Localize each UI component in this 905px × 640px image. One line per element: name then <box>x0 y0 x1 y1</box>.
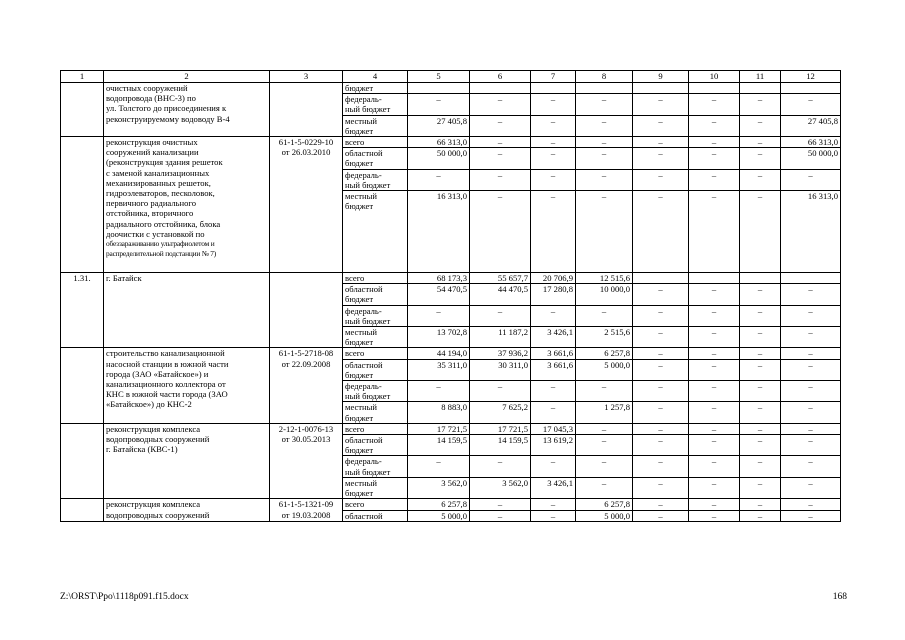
row-number <box>61 83 104 137</box>
cell-dash: – <box>470 499 531 510</box>
cell-dash: – <box>781 510 841 521</box>
cell-value: 50 000,0 <box>408 148 470 169</box>
object-description <box>104 137 270 273</box>
project-code <box>270 499 343 521</box>
budget-line: ный бюджет <box>345 466 391 477</box>
col-header: 1 <box>61 71 104 83</box>
table-row <box>61 83 841 94</box>
cell-dash: – <box>633 169 689 190</box>
col-header: 11 <box>740 71 781 83</box>
budget-line: местный <box>345 327 378 338</box>
cell-dash: – <box>408 94 470 115</box>
cell-value: 13 619,2 <box>531 435 576 456</box>
cell-dash: – <box>781 477 841 498</box>
object-description <box>104 499 270 521</box>
cell-dash: – <box>689 191 740 273</box>
cell-value: 6 257,8 <box>576 499 633 510</box>
cell-dash: – <box>689 94 740 115</box>
cell-value: 17 280,8 <box>531 284 576 305</box>
code-line: от 26.03.2010 <box>281 147 331 158</box>
budget-source <box>343 305 408 326</box>
cell-dash: – <box>740 402 781 423</box>
object-description <box>104 423 270 498</box>
cell-value: 44 194,0 <box>408 348 470 359</box>
cell-dash: – <box>689 477 740 498</box>
budget-source: всего <box>343 348 408 359</box>
cell-dash: – <box>633 510 689 521</box>
budget-source <box>343 359 408 380</box>
cell-dash: – <box>740 510 781 521</box>
cell-dash: – <box>576 169 633 190</box>
cell-dash: – <box>689 327 740 348</box>
col-header: 8 <box>576 71 633 83</box>
cell-dash: – <box>633 115 689 136</box>
cell-dash: – <box>740 359 781 380</box>
cell-empty <box>781 83 841 94</box>
cell-empty <box>689 83 740 94</box>
cell-dash: – <box>689 115 740 136</box>
col-header: 4 <box>343 71 408 83</box>
budget-line: ный бюджет <box>345 391 391 402</box>
budget-source <box>343 327 408 348</box>
cell-dash: – <box>740 115 781 136</box>
budget-source <box>343 284 408 305</box>
cell-dash: – <box>470 305 531 326</box>
cell-dash: – <box>740 305 781 326</box>
col-header: 9 <box>633 71 689 83</box>
budget-line: местный <box>345 191 378 202</box>
cell-value: 27 405,8 <box>781 115 841 136</box>
cell-dash: – <box>689 435 740 456</box>
cell-dash: – <box>689 359 740 380</box>
cell-dash: – <box>576 423 633 434</box>
project-code <box>270 137 343 273</box>
budget-line: бюджет <box>345 125 374 136</box>
budget-source: всего <box>343 273 408 284</box>
description-line: очистных сооружений <box>106 83 188 93</box>
cell-dash: – <box>689 284 740 305</box>
cell-dash: – <box>781 423 841 434</box>
description-line: «Батайское») до КНС-2 <box>106 399 192 410</box>
budget-source <box>343 381 408 402</box>
object-description <box>104 348 270 423</box>
cell-dash: – <box>531 381 576 402</box>
col-header: 10 <box>689 71 740 83</box>
description-line: радиального отстойника, блока <box>106 218 221 229</box>
budget-source <box>343 477 408 498</box>
cell-dash: – <box>740 137 781 148</box>
budget-source: всего <box>343 499 408 510</box>
cell-dash: – <box>633 402 689 423</box>
cell-dash: – <box>408 456 470 477</box>
cell-value: 14 159,5 <box>470 435 531 456</box>
cell-dash: – <box>689 510 740 521</box>
cell-dash: – <box>689 423 740 434</box>
budget-source <box>343 191 408 273</box>
description-line: строительство канализационной <box>106 348 225 359</box>
col-header: 5 <box>408 71 470 83</box>
description-line: водопроводных сооружений <box>106 509 210 520</box>
cell-value: 7 625,2 <box>470 402 531 423</box>
description-line: механизированных решеток, <box>106 177 211 188</box>
cell-dash: – <box>689 499 740 510</box>
budget-line: бюджет <box>345 445 374 456</box>
description-line: первичного радиального <box>106 198 197 209</box>
table-row <box>61 137 841 148</box>
description-line: обеззараживанию ультрафиолетом и <box>106 239 215 249</box>
cell-dash: – <box>781 348 841 359</box>
cell-dash: – <box>781 94 841 115</box>
cell-dash: – <box>576 456 633 477</box>
cell-dash: – <box>531 456 576 477</box>
cell-value: 8 883,0 <box>408 402 470 423</box>
cell-dash: – <box>531 148 576 169</box>
cell-value: 17 045,3 <box>531 423 576 434</box>
cell-value: 3 562,0 <box>470 477 531 498</box>
description-line: отстойника, вторичного <box>106 208 194 219</box>
description-line: г. Батайска (КВС-1) <box>106 444 178 455</box>
cell-dash: – <box>470 94 531 115</box>
cell-dash: – <box>633 137 689 148</box>
cell-dash: – <box>740 381 781 402</box>
cell-value: 14 159,5 <box>408 435 470 456</box>
budget-source: бюджет <box>343 83 408 94</box>
budget-source <box>343 402 408 423</box>
cell-dash: – <box>740 327 781 348</box>
cell-value: 30 311,0 <box>470 359 531 380</box>
cell-dash: – <box>633 305 689 326</box>
budget-line: бюджет <box>345 412 374 423</box>
table-row <box>61 499 841 510</box>
cell-dash: – <box>633 327 689 348</box>
cell-value: 17 721,5 <box>408 423 470 434</box>
cell-value: 2 515,6 <box>576 327 633 348</box>
cell-dash: – <box>531 402 576 423</box>
cell-value: 68 173,3 <box>408 273 470 284</box>
cell-dash: – <box>470 169 531 190</box>
description-line: водопровода (ВНС-3) по <box>106 93 196 104</box>
cell-dash: – <box>781 402 841 423</box>
col-header: 7 <box>531 71 576 83</box>
cell-value: 3 426,1 <box>531 327 576 348</box>
cell-dash: – <box>576 435 633 456</box>
budget-source: областной <box>343 510 408 521</box>
cell-dash: – <box>633 423 689 434</box>
budget-line: федераль- <box>345 305 382 316</box>
project-code <box>270 273 343 348</box>
cell-dash: – <box>576 148 633 169</box>
cell-dash: – <box>689 169 740 190</box>
project-code <box>270 83 343 137</box>
cell-empty <box>633 273 689 284</box>
budget-line: федераль- <box>345 456 382 467</box>
col-header: 12 <box>781 71 841 83</box>
cell-value: 13 702,8 <box>408 327 470 348</box>
cell-dash: – <box>740 284 781 305</box>
cell-value: 5 000,0 <box>576 510 633 521</box>
cell-value: 27 405,8 <box>408 115 470 136</box>
description-line: реконструкция комплекса <box>106 499 201 510</box>
cell-dash: – <box>633 359 689 380</box>
table-row <box>61 348 841 359</box>
cell-dash: – <box>740 477 781 498</box>
row-number <box>61 499 104 521</box>
cell-dash: – <box>781 327 841 348</box>
cell-dash: – <box>531 115 576 136</box>
cell-empty <box>689 273 740 284</box>
project-code <box>270 348 343 423</box>
cell-dash: – <box>781 435 841 456</box>
cell-dash: – <box>531 94 576 115</box>
budget-line: областной <box>345 359 383 370</box>
cell-dash: – <box>576 191 633 273</box>
budget-line: местный <box>345 402 378 413</box>
cell-dash: – <box>740 148 781 169</box>
cell-dash: – <box>408 305 470 326</box>
description-line: города (ЗАО «Батайское») и <box>106 368 209 379</box>
budget-line: областной <box>345 284 383 295</box>
cell-dash: – <box>740 423 781 434</box>
cell-dash: – <box>531 169 576 190</box>
cell-dash: – <box>781 359 841 380</box>
cell-dash: – <box>576 305 633 326</box>
code-line: от 22.09.2008 <box>281 358 331 369</box>
cell-dash: – <box>633 499 689 510</box>
cell-dash: – <box>531 499 576 510</box>
cell-dash: – <box>689 348 740 359</box>
header-row <box>61 71 841 83</box>
cell-value: 1 257,8 <box>576 402 633 423</box>
col-header: 2 <box>104 71 270 83</box>
cell-dash: – <box>576 381 633 402</box>
code-line: от 19.03.2008 <box>281 509 331 520</box>
code-line: 61-1-5-2718-08 <box>278 348 334 359</box>
cell-dash: – <box>740 435 781 456</box>
cell-dash: – <box>633 381 689 402</box>
cell-dash: – <box>633 477 689 498</box>
cell-value: 35 311,0 <box>408 359 470 380</box>
description-line: (реконструкция здания решеток <box>106 157 223 168</box>
budget-line: ный бюджет <box>345 179 391 190</box>
cell-value: 20 706,9 <box>531 273 576 284</box>
cell-dash: – <box>689 402 740 423</box>
cell-value: 16 313,0 <box>781 191 841 273</box>
cell-dash: – <box>531 137 576 148</box>
object-description <box>104 83 270 137</box>
cell-dash: – <box>781 284 841 305</box>
cell-value: 44 470,5 <box>470 284 531 305</box>
code-line: от 30.05.2013 <box>281 434 331 445</box>
budget-source <box>343 456 408 477</box>
cell-value: 17 721,5 <box>470 423 531 434</box>
budget-line: бюджет <box>345 369 374 380</box>
cell-dash: – <box>408 381 470 402</box>
cell-dash: – <box>689 456 740 477</box>
description-line: канализационного коллектора от <box>106 379 226 390</box>
description-line: насосной станции в южной части <box>106 358 229 369</box>
col-header: 6 <box>470 71 531 83</box>
cell-value: 6 257,8 <box>408 499 470 510</box>
cell-dash: – <box>531 510 576 521</box>
cell-value: 66 313,0 <box>781 137 841 148</box>
cell-dash: – <box>689 305 740 326</box>
row-number <box>61 423 104 498</box>
cell-dash: – <box>576 137 633 148</box>
cell-dash: – <box>740 348 781 359</box>
cell-dash: – <box>633 94 689 115</box>
cell-empty <box>576 83 633 94</box>
budget-line: ный бюджет <box>345 315 391 326</box>
cell-dash: – <box>576 94 633 115</box>
cell-empty <box>740 273 781 284</box>
col-header: 3 <box>270 71 343 83</box>
description-line: КНС в южной части города (ЗАО <box>106 389 228 400</box>
description-line: сооружений канализации <box>106 147 199 158</box>
cell-empty <box>531 83 576 94</box>
description-line: ул. Толстого до присоединения к <box>106 103 227 114</box>
cell-value: 37 936,2 <box>470 348 531 359</box>
description-line: распределительной подстанции № 7) <box>106 249 216 259</box>
cell-empty <box>633 83 689 94</box>
budget-line: бюджет <box>345 337 374 348</box>
code-line: 61-1-5-0229-10 <box>278 137 334 148</box>
cell-dash: – <box>633 435 689 456</box>
budget-source <box>343 169 408 190</box>
budget-source <box>343 148 408 169</box>
cell-dash: – <box>781 305 841 326</box>
code-line: 2-12-1-0076-13 <box>278 423 334 434</box>
cell-empty <box>740 83 781 94</box>
cell-dash: – <box>740 94 781 115</box>
cell-dash: – <box>633 148 689 169</box>
budget-line: бюджет <box>345 158 374 169</box>
cell-dash: – <box>740 191 781 273</box>
cell-dash: – <box>689 148 740 169</box>
cell-dash: – <box>633 348 689 359</box>
description-line: реконструируемому водоводу В-4 <box>106 113 230 124</box>
cell-dash: – <box>781 456 841 477</box>
budget-line: ный бюджет <box>345 104 391 115</box>
cell-dash: – <box>781 381 841 402</box>
budget-line: областной <box>345 148 383 159</box>
cell-value: 66 313,0 <box>408 137 470 148</box>
cell-dash: – <box>470 191 531 273</box>
cell-dash: – <box>740 456 781 477</box>
budget-line: местный <box>345 477 378 488</box>
budget-line: федераль- <box>345 381 382 392</box>
budget-source <box>343 435 408 456</box>
cell-empty <box>781 273 841 284</box>
cell-dash: – <box>470 381 531 402</box>
cell-dash: – <box>531 305 576 326</box>
object-description: г. Батайск <box>104 273 270 348</box>
description-line: доочистки с установкой по <box>106 228 205 239</box>
cell-value: 3 562,0 <box>408 477 470 498</box>
cell-value: 50 000,0 <box>781 148 841 169</box>
cell-dash: – <box>576 477 633 498</box>
cell-dash: – <box>470 456 531 477</box>
table-row <box>61 273 841 284</box>
cell-value: 6 257,8 <box>576 348 633 359</box>
cell-dash: – <box>531 191 576 273</box>
cell-value: 5 000,0 <box>408 510 470 521</box>
cell-dash: – <box>740 499 781 510</box>
budget-source: всего <box>343 137 408 148</box>
cell-empty <box>470 83 531 94</box>
cell-dash: – <box>689 381 740 402</box>
budget-source <box>343 115 408 136</box>
row-number: 1.31. <box>61 273 104 348</box>
description-line: водопроводных сооружений <box>106 434 210 445</box>
budget-line: местный <box>345 115 378 126</box>
cell-dash: – <box>633 191 689 273</box>
budget-source <box>343 94 408 115</box>
budget-table <box>60 70 841 522</box>
cell-value: 16 313,0 <box>408 191 470 273</box>
page-number: 168 <box>832 592 847 602</box>
cell-dash: – <box>781 499 841 510</box>
cell-dash: – <box>633 456 689 477</box>
cell-value: 54 470,5 <box>408 284 470 305</box>
project-code <box>270 423 343 498</box>
description-line: реконструкция комплекса <box>106 423 201 434</box>
cell-value: 3 426,1 <box>531 477 576 498</box>
cell-value: 5 000,0 <box>576 359 633 380</box>
cell-dash: – <box>576 115 633 136</box>
cell-value: 3 661,6 <box>531 359 576 380</box>
cell-dash: – <box>470 137 531 148</box>
budget-source: всего <box>343 423 408 434</box>
budget-line: бюджет <box>345 201 374 212</box>
description-line: реконструкция очистных <box>106 137 198 148</box>
cell-dash: – <box>470 510 531 521</box>
cell-dash: – <box>470 115 531 136</box>
budget-line: федераль- <box>345 169 382 180</box>
cell-dash: – <box>689 137 740 148</box>
cell-value: 3 661,6 <box>531 348 576 359</box>
cell-value: 11 187,2 <box>470 327 531 348</box>
cell-dash: – <box>408 169 470 190</box>
cell-value: 55 657,7 <box>470 273 531 284</box>
code-line: 61-1-5-1321-09 <box>278 499 334 510</box>
row-number <box>61 137 104 273</box>
cell-value: 10 000,0 <box>576 284 633 305</box>
description-line: гидроэлеваторов, песколовок, <box>106 188 215 199</box>
budget-line: бюджет <box>345 488 374 499</box>
footer-file-path: Z:\ORST\Ppo\1118p091.f15.docx <box>60 592 189 602</box>
budget-line: областной <box>345 435 383 446</box>
row-number <box>61 348 104 423</box>
cell-value: 12 515,6 <box>576 273 633 284</box>
cell-dash: – <box>470 148 531 169</box>
table-row <box>61 423 841 434</box>
budget-line: федераль- <box>345 94 382 105</box>
cell-dash: – <box>781 169 841 190</box>
cell-dash: – <box>633 284 689 305</box>
budget-line: бюджет <box>345 294 374 305</box>
cell-empty <box>408 83 470 94</box>
description-line: с заменой канализационных <box>106 167 210 178</box>
cell-dash: – <box>740 169 781 190</box>
